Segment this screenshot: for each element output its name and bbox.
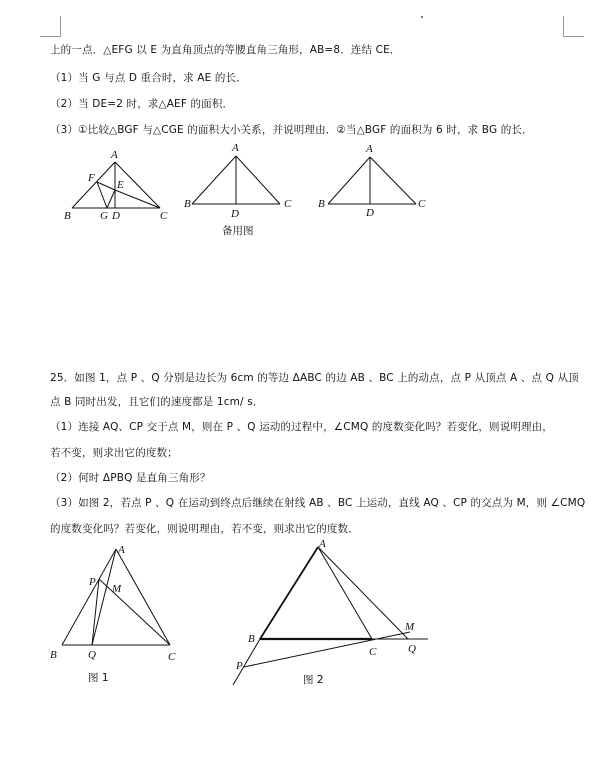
fig24-label-A: A <box>111 149 118 161</box>
problem24-question3: （3）①比较△BGF 与△CGE 的面积大小关系，并说明理由．②当△BGF 的面积为 6 时，求 BG 的长． <box>50 124 533 136</box>
fig2-label-P: P <box>236 660 243 672</box>
problem25-line1: 25．如图 1，点 P 、Q 分别是边长为 6cm 的等边 ΔABC 的边 AB 、BC 上的动点，点 P 从顶点 A 、点 Q 从顶 <box>50 372 579 384</box>
page-corner-mark-left <box>40 16 61 37</box>
problem25-line7: 的度数变化吗？若变化，则说明理由，若不变，则求出它的度数． <box>50 523 359 535</box>
fig24b-label-B: B <box>184 198 191 210</box>
fig24-label-F: F <box>88 172 95 184</box>
fig24b-label-C: C <box>284 198 292 210</box>
fig1-label-B: B <box>50 649 57 661</box>
problem25-figure-1 <box>62 549 170 645</box>
fig24c-label-A: A <box>366 143 373 155</box>
fig24b-label-A: A <box>232 142 239 154</box>
fig2-label-C: C <box>369 646 377 658</box>
fig2-label-A: A <box>319 538 326 550</box>
figure2-caption: 图 2 <box>303 674 324 686</box>
page-corner-mark-right <box>563 16 584 37</box>
fig24-label-E: E <box>117 179 124 191</box>
fig1-label-M: M <box>112 583 122 595</box>
fig24-label-C: C <box>160 210 168 222</box>
problem25-line5: （2）何时 ΔPBQ 是直角三角形？ <box>50 472 211 484</box>
problem24-spare-figure-1 <box>192 156 280 204</box>
fig24c-label-C: C <box>418 198 426 210</box>
problem25-figures <box>0 535 605 695</box>
problem24-main-figure <box>72 162 160 208</box>
problem24-figures <box>0 140 605 240</box>
fig2-label-B: B <box>248 633 255 645</box>
fig2-label-Q: Q <box>408 643 416 655</box>
problem25-line6: （3）如图 2，若点 P 、Q 在运动到终点后继续在射线 AB 、BC 上运动，直线 AQ 、CP 的交点为 M，则 ∠CMQ <box>50 497 586 509</box>
problem25-line2: 点 B 同时出发，且它们的速度都是 1cm/ s． <box>50 396 264 408</box>
fig24c-label-B: B <box>318 198 325 210</box>
problem24-question2: （2）当 DE=2 时，求△AEF 的面积． <box>50 98 234 110</box>
fig24b-label-D: D <box>231 208 239 220</box>
problem24-line1: 上的一点．△EFG 以 E 为直角顶点的等腰直角三角形，AB=8．连结 CE． <box>50 44 401 56</box>
fig24-label-D: D <box>112 210 120 222</box>
page-dot-mark <box>421 16 423 18</box>
fig24-label-B: B <box>64 210 71 222</box>
fig1-label-Q: Q <box>88 649 96 661</box>
fig1-label-C: C <box>168 651 176 663</box>
fig1-label-P: P <box>89 576 96 588</box>
fig1-label-A: A <box>118 544 125 556</box>
spare-figure-caption: 备用图 <box>222 225 254 237</box>
problem24-spare-figure-2 <box>328 157 416 204</box>
problem25-figure-2 <box>233 547 428 685</box>
figure1-caption: 图 1 <box>88 672 109 684</box>
problem25-line4: 若不变，则求出它的度数； <box>50 447 178 459</box>
fig2-label-M: M <box>405 621 415 633</box>
fig24-label-G: G <box>100 210 108 222</box>
fig24c-label-D: D <box>366 207 374 219</box>
problem24-question1: （1）当 G 与点 D 重合时，求 AE 的长． <box>50 72 247 84</box>
problem25-line3: （1）连接 AQ、CP 交于点 M，则在 P 、Q 运动的过程中，∠CMQ 的度数变化吗？若变化，则说明理由， <box>50 421 553 433</box>
